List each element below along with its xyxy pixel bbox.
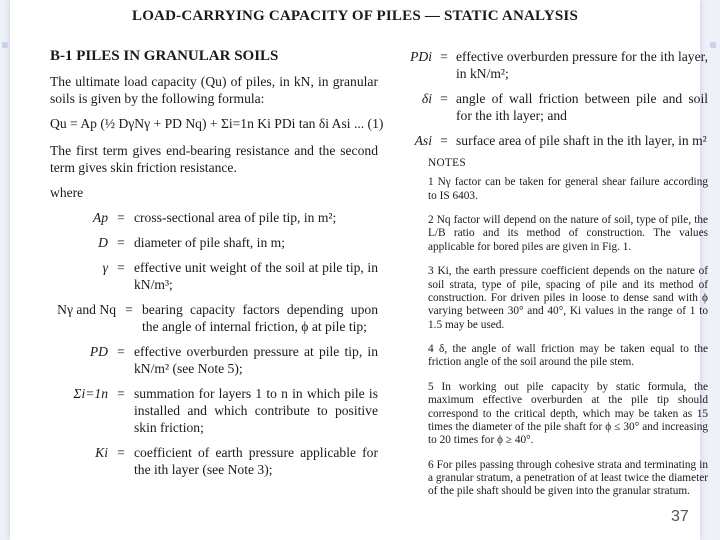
note-item: 1 Nγ factor can be taken for general shear failure according to IS 6403. xyxy=(428,176,708,202)
page-number: 37 xyxy=(671,508,689,525)
equals-sign: = xyxy=(117,344,125,359)
definition-text: bearing capacity factors depending upon the angle of internal friction, ϕ at pile tip; xyxy=(142,302,378,334)
equals-sign: = xyxy=(117,386,125,401)
section-heading: B-1 PILES IN GRANULAR SOILS xyxy=(50,48,279,64)
left-column xyxy=(50,48,384,486)
page-title: LOAD-CARRYING CAPACITY OF PILES — STATIC ANALYSIS xyxy=(131,8,578,24)
definition-text: effective overburden pressure at pile tip, in kN/m² (see Note 5); xyxy=(134,344,378,376)
equals-sign: = xyxy=(117,210,125,225)
note-item: 6 For piles passing through cohesive strata and terminating in a granular stratum, a penetration of at least twice the diameter of the pile shaft should be given into the granular stratum. xyxy=(428,458,708,498)
right-column xyxy=(408,48,708,505)
definition-symbol: Asi xyxy=(414,133,432,148)
equals-sign: = xyxy=(440,49,448,64)
definition-symbol: D xyxy=(98,235,108,250)
equals-sign: = xyxy=(440,91,448,106)
definition-row xyxy=(50,444,378,478)
definition-text: coefficient of earth pressure applicable for the ith layer (see Note 3); xyxy=(134,445,378,477)
equals-sign: = xyxy=(440,133,448,148)
definition-row xyxy=(50,301,378,335)
definition-row xyxy=(50,259,378,293)
note-item: 5 In working out pile capacity by static formula, the maximum effective overburden at the pile tip should correspond to the critical depth, which may be taken as 15 times the diameter of the pile shaft for ϕ ≤ 30° and increasing to 20 times for ϕ ≥ 40°. xyxy=(428,381,708,447)
equals-sign: = xyxy=(117,260,125,275)
equals-sign: = xyxy=(117,445,125,460)
definition-text: effective unit weight of the soil at pile tip, in kN/m³; xyxy=(134,260,378,292)
definition-row xyxy=(50,234,378,251)
note-item: 3 Ki, the earth pressure coefficient depends on the nature of soil strata, type of pile, spacing of pile and its method of construction. For driven piles in loose to dense sand with ϕ varying between 30° and 40°, Ki values in the range of 1 to 1.5 may be used. xyxy=(428,265,708,331)
definition-text: diameter of pile shaft, in m; xyxy=(134,235,285,250)
equals-sign: = xyxy=(117,235,125,250)
definition-row xyxy=(50,385,378,436)
definition-text: effective overburden pressure for the ith layer, in kN/m²; xyxy=(456,49,708,81)
definition-row xyxy=(408,132,708,149)
equals-sign: = xyxy=(125,302,133,317)
note-item: 2 Nq factor will depend on the nature of soil, type of pile, the L/B ratio and its method of construction. The values applicable for bored piles are given in Fig. 1. xyxy=(428,214,708,253)
decorative-dot xyxy=(2,42,8,48)
where-label: where xyxy=(50,185,84,200)
definition-symbol: δi xyxy=(421,91,432,106)
notes-title: NOTES xyxy=(428,157,466,169)
definition-text: surface area of pile shaft in the ith layer, in m² xyxy=(456,133,707,148)
document-page xyxy=(10,0,708,540)
definition-symbol: Nγ and Nq xyxy=(57,302,116,317)
notes-section xyxy=(428,157,708,499)
definition-text: cross-sectional area of pile tip, in m²; xyxy=(134,210,337,225)
capacity-formula: Qu = Ap (½ DγNγ + PD Nq) + Σi=1n Ki PDi tan δi Asi ... (1) xyxy=(50,116,384,131)
definition-symbol: Σi=1n xyxy=(73,386,108,401)
definition-text: angle of wall friction between pile and soil for the ith layer; and xyxy=(456,91,708,123)
definition-symbol: Ap xyxy=(92,210,108,225)
explanation-paragraph: The first term gives end-bearing resistance and the second term gives skin friction resistance. xyxy=(50,143,378,175)
definition-row xyxy=(408,90,708,124)
definitions-list xyxy=(50,209,378,478)
note-item: 4 δ, the angle of wall friction may be taken equal to the friction angle of the soil around the pile stem. xyxy=(428,343,708,369)
definition-text: summation for layers 1 to n in which pile is installed and which contribute to positive skin friction; xyxy=(134,386,378,435)
intro-paragraph: The ultimate load capacity (Qu) of piles, in kN, in granular soils is given by the following formula: xyxy=(50,74,378,106)
decorative-dot xyxy=(710,42,716,48)
definition-row xyxy=(50,209,378,226)
definition-symbol: Ki xyxy=(95,445,108,460)
definition-row xyxy=(50,343,378,377)
definition-row xyxy=(408,48,708,82)
definition-symbol: PDi xyxy=(410,49,432,64)
definition-symbol: PD xyxy=(89,344,108,359)
definition-symbol: γ xyxy=(102,260,108,275)
